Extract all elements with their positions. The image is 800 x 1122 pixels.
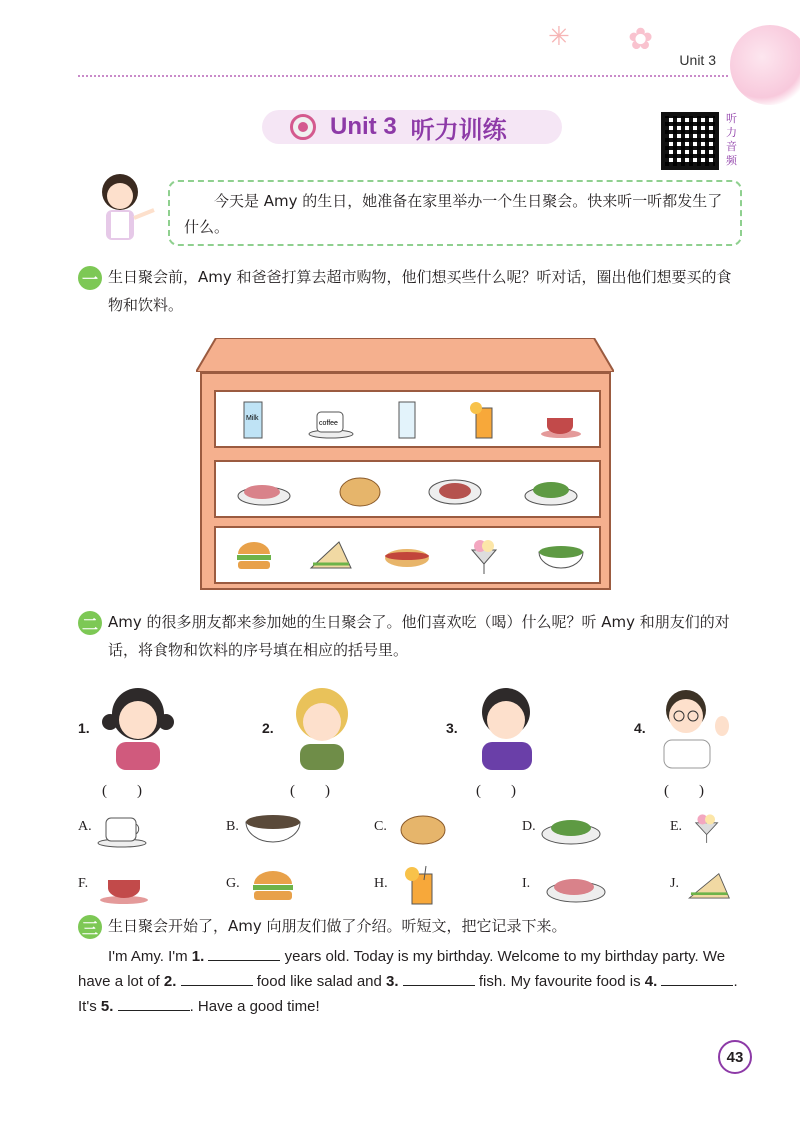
blank-number: 4. <box>644 973 658 990</box>
shelf-row <box>214 526 601 584</box>
sandwich-icon <box>303 534 359 576</box>
answer-paren[interactable]: ( ) <box>476 783 516 799</box>
chicken-icon <box>392 806 454 848</box>
blonde-girl <box>282 680 362 770</box>
option-letter: D. <box>522 819 536 834</box>
passage-text: . It's <box>78 973 738 1015</box>
passage-text: fish. My favourite food is <box>474 973 645 990</box>
answer-blank[interactable] <box>181 970 253 986</box>
shelf-row <box>214 460 601 518</box>
shelf <box>200 372 611 590</box>
option-letter: G. <box>226 876 240 891</box>
fish-icon <box>540 864 612 906</box>
noodles-icon <box>533 534 589 576</box>
kid-number: 4. <box>634 720 646 736</box>
passage-text: years old. Today is my birthday. Welcome to my birthday party. We have a lot of <box>78 948 726 990</box>
girl-with-pigtails <box>98 680 178 770</box>
option-letter: A. <box>78 819 92 834</box>
option-letter: I. <box>522 876 531 891</box>
section-badge: 三 <box>78 915 102 939</box>
blank-number: 3. <box>386 973 399 990</box>
boy-with-glasses <box>654 680 734 770</box>
hot-dog-icon <box>379 534 435 576</box>
passage-text: I'm Amy. I'm <box>108 948 192 965</box>
option-letter: E. <box>670 819 683 834</box>
ice-cream-icon <box>684 806 736 848</box>
blank-number: 2. <box>163 973 177 990</box>
milk-icon <box>226 398 282 440</box>
answer-blank[interactable] <box>661 970 733 986</box>
hamburger-icon <box>226 534 282 576</box>
option-letter: F. <box>78 876 89 891</box>
section-instruction: 生日聚会前，Amy 和爸爸打算去超市购物，他们想买些什么呢？听对话，圈出他们想要买的食物和饮料。 <box>108 268 732 314</box>
answer-paren[interactable]: ( ) <box>664 783 704 799</box>
answer-blank[interactable] <box>118 995 190 1011</box>
intro-box: 今天是 Amy 的生日，她准备在家里举办一个生日聚会。快来听一听都发生了什么。 <box>168 180 742 246</box>
shelf-roof <box>196 338 614 372</box>
answer-blank[interactable] <box>403 970 475 986</box>
flower-icon: ✿ <box>628 22 654 57</box>
coffee-icon <box>94 806 156 848</box>
tea-icon <box>94 864 156 906</box>
kid-number: 2. <box>262 720 274 736</box>
coffee-text: coffee <box>318 420 338 427</box>
section-instruction: 生日聚会开始了，Amy 向朋友们做了介绍。听短文，把它记录下来。 <box>108 917 567 935</box>
steak-icon <box>427 468 483 510</box>
page-number: 43 <box>718 1040 752 1074</box>
noodles-icon <box>242 806 304 848</box>
water-glass-icon <box>379 398 435 440</box>
passage <box>78 944 744 1019</box>
coffee-icon <box>303 398 359 440</box>
salad-icon <box>523 468 579 510</box>
title-unit: Unit 3 <box>330 113 397 140</box>
title-banner <box>262 110 562 144</box>
shelf-row <box>214 390 601 448</box>
hamburger-icon <box>242 864 304 906</box>
flower-icon: ✳ <box>548 22 570 52</box>
boy-in-purple <box>466 680 546 770</box>
passage-text: . Have a good time! <box>189 998 320 1015</box>
salad-icon <box>540 806 602 848</box>
orange-juice-icon <box>456 398 512 440</box>
option-letter: B. <box>226 819 239 834</box>
option-letter: H. <box>374 876 388 891</box>
milk-text: Milk <box>246 415 259 422</box>
decorative-blob <box>730 25 800 105</box>
sandwich-icon <box>684 864 738 906</box>
header-divider <box>78 75 728 77</box>
blank-number: 1. <box>191 948 205 965</box>
fish-icon <box>236 468 292 510</box>
girl-illustration <box>78 168 162 252</box>
ice-cream-icon <box>456 534 512 576</box>
blank-number: 5. <box>100 998 114 1015</box>
section-instruction: Amy 的很多朋友都来参加她的生日聚会了。他们喜欢吃（喝）什么呢？听 Amy 和朋友们的对话，将食物和饮料的序号填在相应的括号里。 <box>108 613 730 659</box>
orange-juice-icon <box>390 860 452 910</box>
title-text: 听力训练 <box>410 115 507 144</box>
section-badge: 一 <box>78 266 102 290</box>
answer-paren[interactable]: ( ) <box>290 783 330 799</box>
chicken-icon <box>332 468 388 510</box>
qr-label: 听力音频 <box>726 112 737 167</box>
section-badge: 二 <box>78 611 102 635</box>
passage-text: food like salad and <box>252 973 387 990</box>
kid-number: 3. <box>446 720 458 736</box>
tea-icon <box>533 398 589 440</box>
header-unit-label: Unit 3 <box>679 52 716 68</box>
qr-code[interactable] <box>661 112 719 170</box>
kid-number: 1. <box>78 720 90 736</box>
option-letter: J. <box>670 876 679 891</box>
option-letter: C. <box>374 819 387 834</box>
answer-paren[interactable]: ( ) <box>102 783 142 799</box>
answer-blank[interactable] <box>208 945 280 961</box>
headphones-icon <box>290 114 316 140</box>
